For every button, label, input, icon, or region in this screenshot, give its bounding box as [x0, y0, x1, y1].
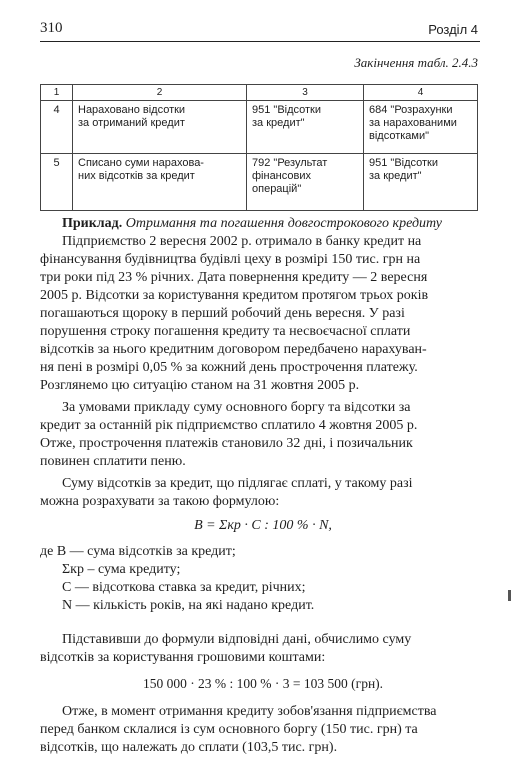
debit-cell — [247, 101, 364, 154]
paragraph-line: відсотків, що належать до сплати (103,5 тис. грн). — [40, 740, 338, 755]
section-title: Розділ 4 — [428, 22, 478, 37]
paragraph-line: Підставивши до формули відповідні дані, обчислимо суму — [62, 632, 412, 647]
paragraph-line: фінансування будівництва будівлі цеху в розмірі 150 тис. грн на — [40, 252, 421, 267]
debit-cell — [247, 154, 364, 211]
cell-line: 951 "Відсотки — [252, 104, 322, 116]
credit-cell — [364, 101, 478, 154]
cell-line: фінансових — [252, 170, 311, 182]
paragraph-line: ня пені в розмірі 0,05 % за кожний день прострочення платежу. — [40, 360, 418, 375]
cell-line: 951 "Відсотки — [369, 157, 439, 169]
paragraph-line: Отже, в момент отримання кредиту зобов'язання підприємства — [62, 704, 437, 719]
header-divider — [40, 41, 480, 42]
cell-line: за нарахованими — [369, 117, 457, 129]
paragraph-line: порушення строку погашення кредиту та несвоєчасної сплати — [40, 324, 411, 339]
paragraph-line: Підприємство 2 вересня 2002 р. отримало в банку кредит на — [62, 234, 422, 249]
cell-line: операцій" — [252, 183, 302, 195]
cell-line: них відсотків за кредит — [78, 170, 195, 182]
paragraph-line: відсотків за користування грошовими коштами: — [40, 650, 326, 665]
cell-line: 684 "Розрахунки — [369, 104, 453, 116]
formula-legend-line: де B — сума відсотків за кредит; — [40, 544, 236, 559]
paragraph-line: Отже, прострочення платежів становило 32 дні, і позичальник — [40, 436, 413, 451]
paragraph-line: За умовами прикладу суму основного боргу та відсотки за — [62, 400, 411, 415]
formula-legend-line: Σкр – сума кредиту; — [62, 562, 181, 577]
paragraph-line: три роки під 23 % річних. Дата повернення кредиту — 2 вересня — [40, 270, 428, 285]
table-row — [41, 154, 478, 211]
example-heading — [40, 215, 486, 233]
operation-cell — [73, 101, 247, 154]
table-header-cell: 4 — [364, 85, 478, 101]
interest-formula: B = Σкр · C : 100 % · N, — [194, 518, 332, 533]
cell-line: 792 "Результат — [252, 157, 328, 169]
cell-line: Списано суми нарахова- — [78, 157, 204, 169]
paragraph-line: відсотків за нього кредитним договором передбачено нарахуван- — [40, 342, 427, 357]
table-header-row — [41, 85, 478, 101]
formula-legend-line: N — кількість років, на які надано кредит. — [62, 598, 315, 613]
paragraph-line: кредит за останній рік підприємство сплатило 4 жовтня 2005 р. — [40, 418, 418, 433]
row-number: 5 — [41, 154, 73, 211]
credit-cell — [364, 154, 478, 211]
calculation: 150 000 · 23 % : 100 % · 3 = 103 500 (грн). — [142, 676, 384, 691]
page-edge-mark — [508, 590, 511, 601]
paragraph-line: Суму відсотків за кредит, що підлягає сплаті, у такому разі — [62, 476, 413, 491]
cell-line: Нараховано відсотки — [78, 104, 186, 116]
table-header-cell: 1 — [41, 85, 73, 101]
cell-line: за отриманий кредит — [78, 117, 185, 129]
paragraph-line: Розглянемо цю ситуацію станом на 31 жовтня 2005 р. — [40, 378, 360, 393]
cell-line: за кредит" — [252, 117, 305, 129]
table-caption: Закінчення табл. 2.4.3 — [354, 55, 478, 70]
page-number: 310 — [40, 20, 63, 36]
cell-line: за кредит" — [369, 170, 422, 182]
paragraph-line: перед банком склалися із сум основного боргу (150 тис. грн) та — [40, 722, 418, 737]
table-header-cell: 3 — [247, 85, 364, 101]
operation-cell — [73, 154, 247, 211]
body-text — [40, 215, 486, 757]
example-label: Приклад. — [62, 216, 123, 231]
row-number: 4 — [41, 101, 73, 154]
cell-line: відсотками" — [369, 130, 430, 142]
paragraph-line: можна розрахувати за такою формулою: — [40, 494, 280, 509]
paragraph-line: повинен сплатити пеню. — [40, 454, 186, 469]
paragraph-line: 2005 р. Відсотки за користування кредитом протягом трьох років — [40, 288, 429, 303]
table-header-cell: 2 — [73, 85, 247, 101]
table-row — [41, 101, 478, 154]
formula-legend-line: C — відсоткова ставка за кредит, річних; — [62, 580, 306, 595]
paragraph-line: погашаються щороку в перший робочий день вересня. У разі — [40, 306, 405, 321]
example-title: Отримання та погашення довгострокового кредиту — [125, 216, 443, 231]
accounting-table — [40, 84, 478, 211]
